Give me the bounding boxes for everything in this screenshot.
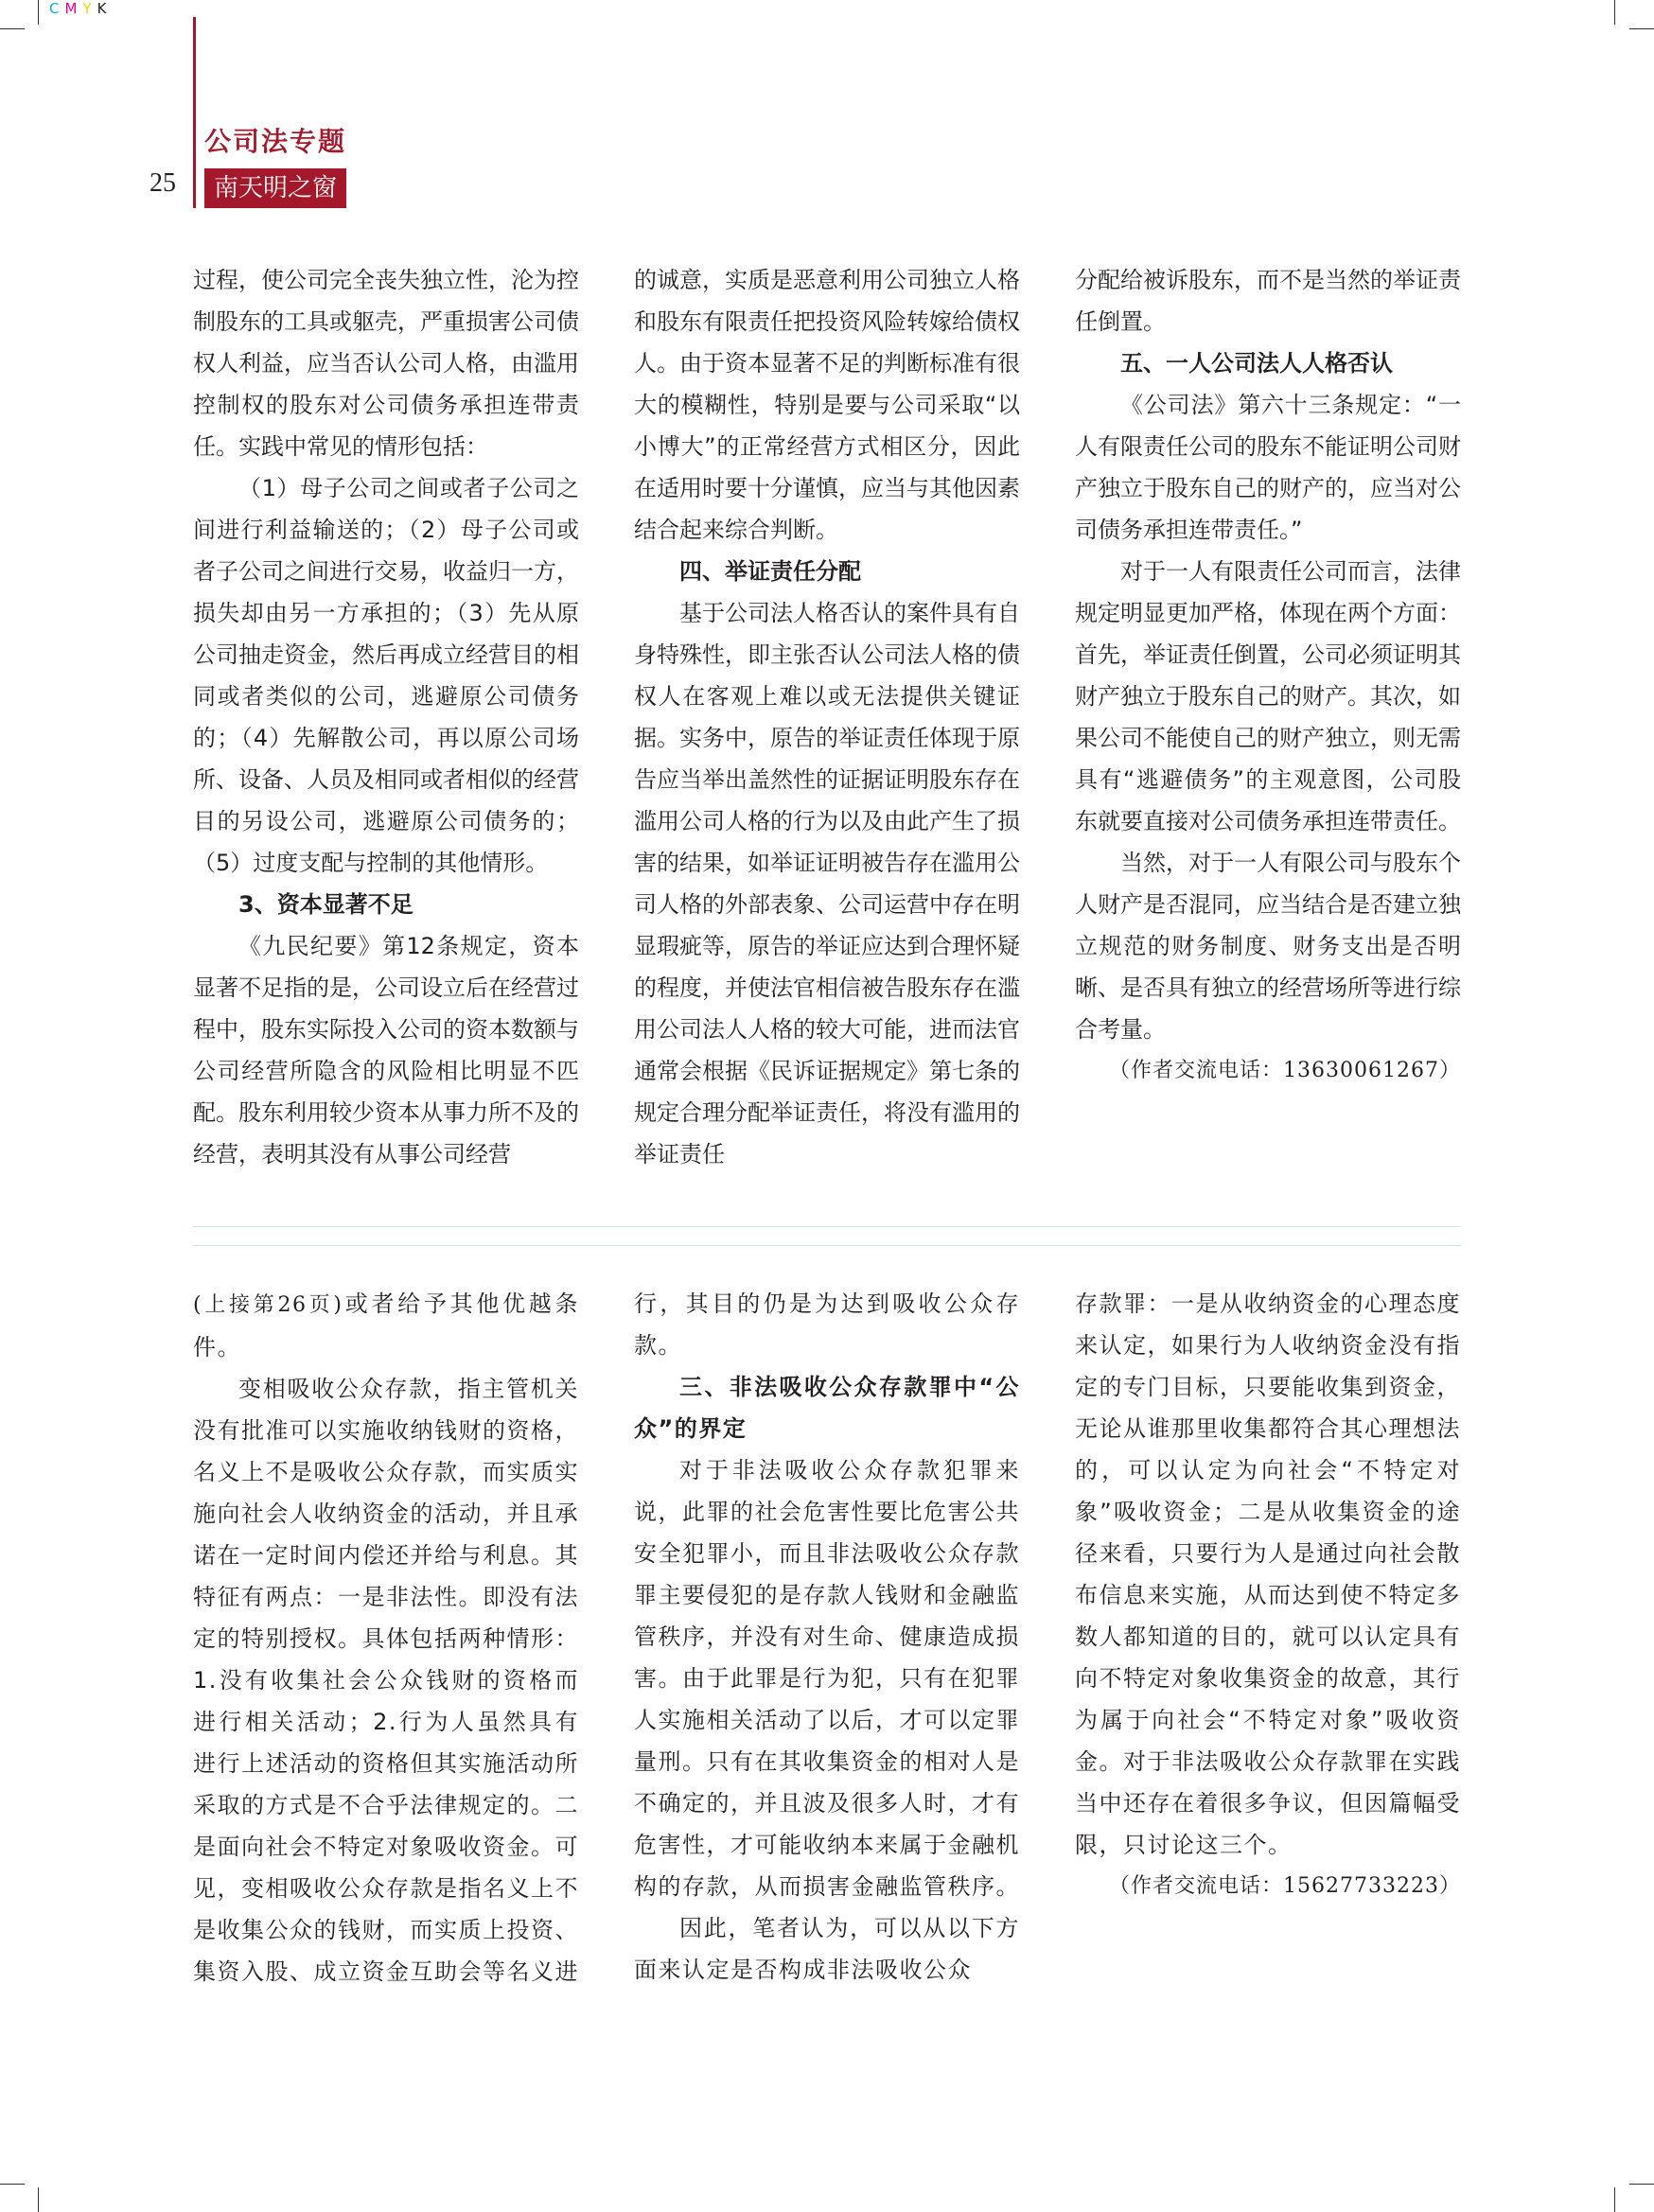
article2-column-2 (634, 1283, 1020, 1991)
crop-mark (38, 0, 39, 25)
cmyk-registration (49, 0, 112, 17)
paragraph: 行，其目的仍是为达到吸收公众存款。 (634, 1290, 1020, 1359)
article2-column-1 (193, 1283, 579, 1993)
continued-from-note: (上接第26页) (193, 1293, 343, 1317)
article1-column-3 (1075, 259, 1461, 1092)
cmyk-k: K (97, 0, 113, 17)
page-number: 25 (150, 168, 176, 198)
article-divider (193, 1226, 1461, 1227)
author-contact: （作者交流电话：13630061267） (1109, 1059, 1461, 1082)
article1-column-2 (634, 259, 1020, 1175)
paragraph: 的诚意，实质是恶意利用公司独立人格和股东有限责任把投资风险转嫁给债权人。由于资本显著不足的判断标准有很大的模糊性，特别是要与公司采取“以小博大”的正常经营方式相区分，因此在适用时要十分谨慎，应当与其他因素结合起来综合判断。 (634, 267, 1020, 543)
cmyk-c: C (49, 0, 65, 17)
cmyk-y: Y (82, 0, 97, 17)
paragraph: 基于公司法人格否认的案件具有自身特殊性，即主张否认公司法人格的债权人在客观上难以或无法提供关键证据。实务中，原告的举证责任体现于原告应当举出盖然性的证据证明股东存在滥用公司人格的行为以及由此产生了损害的结果，如举证证明被告存在滥用公司人格的外部表象、公司运营中存在明显瑕疵等，原告的举证应达到合理怀疑的程度，并使法官相信被告股东存在滥用公司法人人格的较大可能，进而法官通常会根据《民诉证据规定》第七条的规定合理分配举证责任，将没有滥用的举证责任 (634, 600, 1020, 1167)
paragraph: 变相吸收公众存款，指主管机关没有批准可以实施收纳钱财的资格，名义上不是吸收公众存款，而实质实施向社会人收纳资金的活动，并且承诺在一定时间内偿还并给与利息。其特征有两点：一是非法性。即没有法定的特别授权。具体包括两种情形：1.没有收集社会公众钱财的资格而进行相关活动；2.行为人虽然具有进行上述活动的资格但其实施活动所采取的方式是不合乎法律规定的。二是面向社会不特定对象吸收资金。可见，变相吸收公众存款是指名义上不是收集公众的钱财，而实质上投资、集资入股、成立资金互助会等名义进 (193, 1376, 579, 1985)
paragraph: 《九民纪要》第12条规定，资本显著不足指的是，公司设立后在经营过程中，股东实际投入公司的资本数额与公司经营所隐含的风险相比明显不匹配。股东利用较少资本从事力所不及的经营，表明其没有从事公司经营 (193, 933, 579, 1167)
crop-mark (1629, 28, 1654, 29)
header-rule (193, 17, 196, 208)
paragraph: 过程，使公司完全丧失独立性，沦为控制股东的工具或躯壳，严重损害公司债权人利益，应当否认公司人格，由滥用控制权的股东对公司债务承担连带责任。实践中常见的情形包括： (193, 267, 579, 460)
paragraph: 因此，笔者认为，可以从以下方面来认定是否构成非法吸收公众 (634, 1915, 1020, 1983)
crop-mark (1614, 0, 1615, 25)
crop-mark (38, 2187, 39, 2212)
magazine-name: 南天明之窗 (204, 168, 346, 208)
crop-mark (0, 2184, 25, 2185)
paragraph: 存款罪：一是从收纳资金的心理态度来认定，如果行为人收纳资金没有指定的专门目标，只要能收集到资金，无论从谁那里收集都符合其心理想法的，可以认定为向社会“不特定对象”吸收资金；二是从收集资金的途径来看，只要行为人是通过向社会散布信息来实施，从而达到使不特定多数人都知道的目的，就可以认定具有向不特定对象收集资金的故意，其行为属于向社会“不特定对象”吸收资金。对于非法吸收公众存款罪在实践当中还存在着很多争议，但因篇幅受限，只讨论这三个。 (1075, 1290, 1461, 1858)
article2-column-3 (1075, 1283, 1461, 1907)
crop-mark (1614, 2187, 1615, 2212)
paragraph: （1）母子公司之间或者子公司之间进行利益输送的；（2）母子公司或者子公司之间进行交易，收益归一方，损失却由另一方承担的；（3）先从原公司抽走资金，然后再成立经营目的相同或者类似的公司，逃避原公司债务的；（4）先解散公司，再以原公司场所、设备、人员及相同或者相似的经营目的另设公司，逃避原公司债务的；（5）过度支配与控制的其他情形。 (193, 475, 579, 876)
article2-first-paragraph (193, 1283, 579, 1368)
section-heading: 五、一人公司法人人格否认 (1120, 350, 1393, 377)
article1-column-1 (193, 259, 579, 1175)
paragraph: 对于非法吸收公众存款犯罪来说，此罪的社会危害性要比危害公共安全犯罪小，而且非法吸收公众存款罪主要侵犯的是存款人钱财和金融监管秩序，并没有对生命、健康造成损害。由于此罪是行为犯，只有在犯罪人实施相关活动了以后，才可以定罪量刑。只有在其收集资金的相对人是不确定的，并且波及很多人时，才有危害性，才可能收纳本来属于金融机构的存款，从而损害金融监管秩序。 (634, 1457, 1020, 1900)
section-heading: 三、非法吸收公众存款罪中“公众”的界定 (634, 1374, 1020, 1442)
section-heading: 四、举证责任分配 (679, 558, 861, 585)
cmyk-m: M (64, 0, 83, 17)
author-contact: （作者交流电话：15627733223） (1109, 1874, 1461, 1898)
crop-mark (0, 28, 25, 29)
article-divider (193, 1245, 1461, 1246)
paragraph: 分配给被诉股东，而不是当然的举证责任倒置。 (1075, 267, 1461, 335)
paragraph: 当然，对于一人有限公司与股东个人财产是否混同，应当结合是否建立独立规范的财务制度、财务支出是否明晰、是否具有独立的经营场所等进行综合考量。 (1075, 850, 1461, 1043)
paragraph-text: 或者给予其他优越条件。 (193, 1290, 579, 1361)
section-heading: 3、资本显著不足 (238, 891, 414, 918)
paragraph: 《公司法》第六十三条规定：“一人有限责任公司的股东不能证明公司财产独立于股东自己的财产的，应当对公司债务承担连带责任。” (1075, 392, 1461, 543)
paragraph: 对于一人有限责任公司而言，法律规定明显更加严格，体现在两个方面：首先，举证责任倒置，公司必须证明其财产独立于股东自己的财产。其次，如果公司不能使自己的财产独立，则无需具有“逃避债务”的主观意图，公司股东就要直接对公司债务承担连带责任。 (1075, 558, 1461, 834)
section-title: 公司法专题 (204, 126, 347, 157)
crop-mark (1629, 2184, 1654, 2185)
